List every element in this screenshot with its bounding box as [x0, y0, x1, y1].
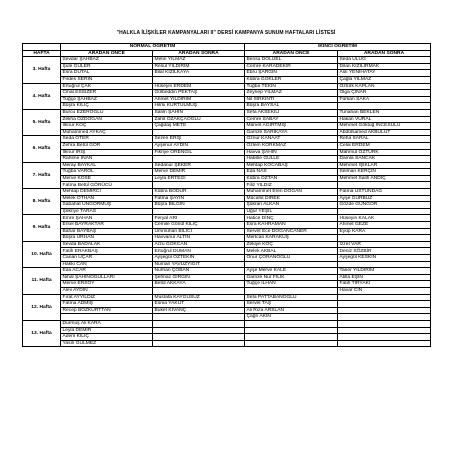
- student-name-cell: Tuğçe ŞAHBAZ: [61, 96, 153, 103]
- student-name-cell: Kübra GÖKLER: [245, 76, 338, 83]
- student-name-cell: [338, 208, 431, 215]
- student-name-cell: Fatih ERAKBAŞ: [61, 248, 153, 255]
- student-name-cell: Sevdar ŞAHBAZ: [61, 57, 153, 64]
- table-row: [23, 103, 431, 110]
- table-row: [23, 116, 431, 123]
- student-name-cell: Kübra ÖZTAN: [245, 175, 338, 182]
- student-name-cell: Zehra Betül GÖR: [61, 142, 153, 149]
- student-name-cell: Burcu EZEROĞLU: [61, 109, 153, 116]
- student-name-cell: Melek AKBAL: [245, 248, 338, 255]
- student-name-cell: Hakkı CAN: [61, 261, 153, 268]
- table-row: [23, 241, 431, 248]
- student-name-cell: Muhammed AYKAÇ: [61, 129, 153, 136]
- student-name-cell: Seda ÖTER: [61, 136, 153, 143]
- student-name-cell: [338, 235, 431, 242]
- week-label: 11. Hafta: [23, 268, 61, 294]
- normal-sonra-header: ARADAN SONRA: [153, 50, 245, 57]
- student-name-cell: Çağdaş METE: [153, 123, 245, 130]
- student-name-cell: Olga ÇINAR: [338, 90, 431, 97]
- student-name-cell: Habibe GÜLLE: [245, 156, 338, 163]
- student-name-cell: Firdes SERİN: [61, 76, 153, 83]
- student-name-cell: Büşra BAYSAL: [245, 103, 338, 110]
- table-row: [23, 320, 431, 327]
- table-row: [23, 287, 431, 294]
- student-name-cell: Dilan KIZILIRMAK: [338, 63, 431, 70]
- student-name-cell: Tuğçe İLHAN: [245, 281, 338, 288]
- student-name-cell: Reha SARAL: [338, 136, 431, 143]
- table-row: [23, 162, 431, 169]
- week-label: 4. Hafta: [23, 83, 61, 109]
- student-name-cell: Eda ACAR: [61, 268, 153, 275]
- student-name-cell: [153, 182, 245, 189]
- student-name-cell: [153, 340, 245, 347]
- table-row: [23, 76, 431, 83]
- student-name-cell: [153, 208, 245, 215]
- student-name-cell: Mahmut ÖZTÜRK: [338, 149, 431, 156]
- student-name-cell: Büşra BİLGİN: [153, 202, 245, 209]
- student-name-cell: İlknur KOÇ: [61, 123, 153, 130]
- student-name-cell: Eyüp KARA: [338, 228, 431, 235]
- student-name-cell: Sabahat ÜNGÖRMÜŞ: [61, 202, 153, 209]
- week-label: 6. Hafta: [23, 136, 61, 162]
- student-name-cell: [338, 327, 431, 334]
- table-row: [23, 57, 431, 64]
- student-name-cell: Ahmet YILDIRIM: [153, 96, 245, 103]
- student-name-cell: Havar CİN: [338, 287, 431, 294]
- student-name-cell: Ayşegül ÖZTEKİN: [153, 255, 245, 262]
- student-name-cell: Muhammet Eren DOĞAN: [245, 189, 338, 196]
- table-row: [23, 195, 431, 202]
- table-row: [23, 248, 431, 255]
- week-label: 3. Hafta: [23, 57, 61, 83]
- student-name-cell: [338, 320, 431, 327]
- student-name-cell: Numan YAVUZYİĞİT: [153, 261, 245, 268]
- student-name-cell: Buket KIVANÇ: [153, 307, 245, 314]
- table-row: [23, 307, 431, 314]
- week-label: 9. Hafta: [23, 215, 61, 241]
- student-name-cell: Metin YILMAZ: [153, 57, 245, 64]
- student-name-cell: [338, 301, 431, 308]
- student-name-cell: Hatice DİNÇ: [245, 215, 338, 222]
- student-name-cell: Fikriye ÖRENGİL: [153, 149, 245, 156]
- student-name-cell: Fatma ŞAYIN: [153, 195, 245, 202]
- student-name-cell: [245, 320, 338, 327]
- student-name-cell: [153, 320, 245, 327]
- student-name-cell: Hüseyin ERDEM: [153, 83, 245, 90]
- student-name-cell: [153, 327, 245, 334]
- student-name-cell: Hüseyin KALAK: [338, 215, 431, 222]
- student-name-cell: Hakan VURAL: [338, 116, 431, 123]
- student-name-cell: Bensu DÖLÜEL: [245, 57, 338, 64]
- student-name-cell: Recep BOZKURTTAN: [61, 307, 153, 314]
- student-name-cell: [338, 294, 431, 301]
- student-name-cell: Mustafa KAYGUSUZ: [153, 294, 245, 301]
- student-name-cell: Tuğba VAROL: [61, 169, 153, 176]
- student-name-cell: Gamze Nur FİLİK: [245, 274, 338, 281]
- student-name-cell: Fatih TİRYAKİ: [338, 281, 431, 288]
- student-name-cell: Canan UÇAR: [61, 255, 153, 262]
- student-name-cell: Emre ŞAHAN: [61, 215, 153, 222]
- table-row: [23, 136, 431, 143]
- week-label: 8. Hafta: [23, 189, 61, 215]
- student-name-cell: Leyla DEMİR: [61, 327, 153, 334]
- student-name-cell: Zahit ÖZAKÇAOĞLU: [153, 116, 245, 123]
- student-name-cell: Gülbeddin PEKTAŞ: [153, 90, 245, 97]
- table-row: [23, 90, 431, 97]
- student-name-cell: Ertuğrul ÇAK: [61, 83, 153, 90]
- table-row: [23, 189, 431, 196]
- student-name-cell: Nihal ŞAHİNOĞULLARI: [61, 274, 153, 281]
- student-name-cell: Öznur KANAAT: [245, 136, 338, 143]
- student-name-cell: Esra DUTAL: [61, 70, 153, 77]
- normal-ogretim-header: NORMAL ÖĞRETİM: [61, 44, 245, 51]
- student-name-cell: [153, 156, 245, 163]
- week-label: 12. Hafta: [23, 294, 61, 320]
- student-name-cell: [153, 314, 245, 321]
- student-name-cell: Zeliha ÖZDOĞAN: [61, 116, 153, 123]
- student-name-cell: Merve DEMİR: [153, 169, 245, 176]
- student-name-cell: Eda NAS: [245, 169, 338, 176]
- student-name-cell: Adem KILIÇ: [61, 334, 153, 341]
- student-name-cell: [338, 182, 431, 189]
- group-header-row: [23, 44, 431, 51]
- student-name-cell: Damla SANCAK: [338, 156, 431, 163]
- table-row: [23, 63, 431, 70]
- student-name-cell: [245, 261, 338, 268]
- table-row: [23, 314, 431, 321]
- student-name-cell: Aslı YENİHATAY: [338, 70, 431, 77]
- table-row: [23, 142, 431, 149]
- ikinci-once-header: ARADAN ÖNCE: [245, 50, 338, 57]
- student-name-cell: Mehmet Salih ANDIÇ: [338, 175, 431, 182]
- student-name-cell: Servet TAŞ: [245, 301, 338, 308]
- student-name-cell: Abdülsamed AKBULUT: [338, 129, 431, 136]
- student-name-cell: Öztürk KAPLAN: [338, 83, 431, 90]
- student-name-cell: [245, 334, 338, 341]
- table-row: [23, 109, 431, 116]
- student-name-cell: Melek OTHAN: [61, 195, 153, 202]
- student-name-cell: Atilla EŞİN: [338, 274, 431, 281]
- student-name-cell: Sevda BADALAK: [61, 241, 153, 248]
- student-name-cell: Alev AYDIN: [61, 287, 153, 294]
- student-name-cell: [338, 334, 431, 341]
- student-name-cell: Meray BAYKAL: [61, 162, 153, 169]
- table-row: [23, 175, 431, 182]
- student-name-cell: Mehtap DEMİRCİ: [61, 189, 153, 196]
- student-name-cell: Tunahan BEKLEN: [338, 109, 431, 116]
- student-name-cell: [338, 340, 431, 347]
- student-name-cell: Onur ÇORANOĞLU: [245, 255, 338, 262]
- student-name-cell: Fatma Betül GÖRÜCÜ: [61, 182, 153, 189]
- schedule-table: [22, 43, 431, 347]
- student-name-cell: [338, 307, 431, 314]
- student-name-cell: Merve ERSOY: [61, 281, 153, 288]
- table-row: [23, 149, 431, 156]
- student-name-cell: Celal ERDEM: [338, 142, 431, 149]
- student-name-cell: Hilmi KURTULMUŞ: [153, 103, 245, 110]
- student-name-cell: Mehmet IŞIKLAR: [338, 162, 431, 169]
- student-name-cell: Çağla YILMAZ: [338, 76, 431, 83]
- table-row: [23, 83, 431, 90]
- student-name-cell: Gözde GÜNGÖR: [338, 202, 431, 209]
- student-name-cell: Ayşe GÜRBÜZ: [338, 195, 431, 202]
- student-name-cell: İlknur IRIŞ: [61, 149, 153, 156]
- table-row: [23, 202, 431, 209]
- table-row: [23, 268, 431, 275]
- student-name-cell: Bahar BAYBAŞ: [61, 228, 153, 235]
- table-row: [23, 294, 431, 301]
- table-row: [23, 228, 431, 235]
- student-name-cell: Taner YILDIRIM: [338, 268, 431, 275]
- week-label: 7. Hafta: [23, 162, 61, 188]
- table-row: [23, 215, 431, 222]
- schedule-body: [23, 57, 431, 347]
- student-name-cell: [153, 129, 245, 136]
- student-name-cell: Havva ŞAHİN: [245, 149, 338, 156]
- column-header-row: [23, 50, 431, 57]
- table-row: [23, 169, 431, 176]
- table-row: [23, 208, 431, 215]
- student-name-cell: Feryal ARI: [153, 215, 245, 222]
- table-row: [23, 235, 431, 242]
- student-name-cell: Yasin GÜLMEZ: [61, 340, 153, 347]
- table-row: [23, 340, 431, 347]
- week-label: 13. Hafta: [23, 320, 61, 346]
- student-name-cell: Büşra KILIÇ: [61, 103, 153, 110]
- table-row: [23, 281, 431, 288]
- student-name-cell: Durmuş Ali KARA: [61, 320, 153, 327]
- student-name-cell: [61, 314, 153, 321]
- ikinci-ogretim-header: İKİNCİ ÖĞRETİM: [245, 44, 431, 51]
- student-name-cell: Ayşegül KESKİN: [338, 255, 431, 262]
- table-row: [23, 274, 431, 281]
- normal-once-header: ARADAN ÖNCE: [61, 50, 153, 57]
- table-row: [23, 70, 431, 77]
- week-label: 5. Hafta: [23, 109, 61, 135]
- student-name-cell: Şehnaz GİRGİN: [153, 274, 245, 281]
- student-name-cell: Büşra URHAN: [61, 235, 153, 242]
- student-name-cell: Filiz YILDIZ: [245, 182, 338, 189]
- ikinci-sonra-header: ARADAN SONRA: [338, 50, 431, 57]
- student-name-cell: Mücahit DİREK: [245, 195, 338, 202]
- table-row: [23, 261, 431, 268]
- student-name-cell: Kübra BODUR: [153, 189, 245, 196]
- student-name-cell: Ebru ŞARGIN: [245, 70, 338, 77]
- student-name-cell: Havvanur ALTIN: [153, 235, 245, 242]
- student-name-cell: Şükriye TARAS: [61, 208, 153, 215]
- student-name-cell: Resul YILDIRIM: [153, 63, 245, 70]
- student-name-cell: Servet Ece DOĞANCANER: [245, 228, 338, 235]
- student-name-cell: Bilal KIZILKAYA: [153, 70, 245, 77]
- student-name-cell: Cemile Gönül KILIÇ: [153, 222, 245, 229]
- table-row: [23, 123, 431, 130]
- student-name-cell: Rahime İNAN: [61, 156, 153, 163]
- student-name-cell: Selman KERÇİN: [338, 169, 431, 176]
- student-name-cell: Cihat ESSİZER: [61, 90, 153, 97]
- student-name-cell: Mehtap KOCABAŞ: [245, 162, 338, 169]
- empty-header-cell: [23, 44, 61, 51]
- student-name-cell: Fatma ADMIŞ: [61, 301, 153, 308]
- student-name-cell: Ali Rıza ARSLAN: [245, 307, 338, 314]
- student-name-cell: Ümmühan BİLİCİ: [153, 228, 245, 235]
- student-name-cell: Şükran ALKAN: [245, 202, 338, 209]
- student-name-cell: Sezen ERIŞ: [153, 136, 245, 143]
- student-name-cell: Cemre SABAY: [245, 116, 338, 123]
- student-name-cell: Fatma ÜSTÜNDAĞ: [338, 189, 431, 196]
- student-name-cell: [245, 287, 338, 294]
- student-name-cell: Ersel BAYRAKTAR: [61, 222, 153, 229]
- student-name-cell: Zeynep YILMAZ: [245, 90, 338, 97]
- student-name-cell: Fürkan SAKA: [338, 96, 431, 103]
- student-name-cell: [153, 76, 245, 83]
- student-name-cell: Sefa PATTABANOĞLU: [245, 294, 338, 301]
- student-name-cell: Fırat AYYILDIZ: [61, 294, 153, 301]
- table-row: [23, 96, 431, 103]
- student-name-cell: Tuğba TEKİN: [245, 83, 338, 90]
- student-name-cell: [153, 334, 245, 341]
- student-name-cell: Betül AKKAYA: [153, 281, 245, 288]
- student-name-cell: Mürvet AĞIRTMIŞ: [245, 123, 338, 130]
- student-name-cell: Seda ULUĞ: [338, 57, 431, 64]
- student-name-cell: Esma YAKUT: [153, 301, 245, 308]
- student-name-cell: Leyla ERTEĞİ: [153, 175, 245, 182]
- table-row: [23, 129, 431, 136]
- table-row: [23, 255, 431, 262]
- student-name-cell: [153, 287, 245, 294]
- student-name-cell: Esra KAHRAMAN: [245, 222, 338, 229]
- table-row: [23, 327, 431, 334]
- student-name-cell: Arzu GÖKCAN: [153, 241, 245, 248]
- student-name-cell: Zekiye KOÇ: [245, 241, 338, 248]
- table-row: [23, 301, 431, 308]
- student-name-cell: Deniz SÖZBİR: [338, 248, 431, 255]
- table-row: [23, 222, 431, 229]
- student-name-cell: Gamze SARIKAYA: [245, 129, 338, 136]
- student-name-cell: Ayşenur AYDIN: [153, 142, 245, 149]
- student-name-cell: Sefa AKSEKİLİ: [245, 109, 338, 116]
- student-name-cell: Salim ŞAHİN: [153, 109, 245, 116]
- student-name-cell: Özlem KORKMAZ: [245, 142, 338, 149]
- student-name-cell: Merve KÖSE: [61, 175, 153, 182]
- student-name-cell: Cemre KARADEKIR: [245, 63, 338, 70]
- week-label: 10. Hafta: [23, 241, 61, 267]
- student-name-cell: [338, 314, 431, 321]
- student-name-cell: Ahmet GEZE: [338, 222, 431, 229]
- student-name-cell: Nurhan ÇOBAN: [153, 268, 245, 275]
- student-name-cell: [245, 327, 338, 334]
- student-name-cell: Mehmet Göktuğ İNCESULU: [338, 123, 431, 130]
- student-name-cell: [338, 103, 431, 110]
- table-row: [23, 156, 431, 163]
- student-name-cell: [338, 261, 431, 268]
- student-name-cell: Uğur YEŞİL: [245, 208, 338, 215]
- student-name-cell: Sedanur ŞEKER: [153, 162, 245, 169]
- student-name-cell: Ayşe Merve KALE: [245, 268, 338, 275]
- student-name-cell: Nil SIRKİNTİ: [245, 96, 338, 103]
- document-title: "HALKLA İLİŞKİLER KAMPANYALARI II" DERSİ KAMPANYA SUNUM HAFTALARI LİSTESİ: [116, 30, 336, 36]
- student-name-cell: Çağrı AKIN: [245, 314, 338, 321]
- student-name-cell: Ertuğrul DUMAN: [153, 248, 245, 255]
- hafta-header: HAFTA: [23, 50, 61, 57]
- student-name-cell: İzzet VAR: [338, 241, 431, 248]
- student-name-cell: [245, 340, 338, 347]
- student-name-cell: Mertcan KARAKUŞ: [245, 235, 338, 242]
- student-name-cell: Şule GÜLER: [61, 63, 153, 70]
- table-row: [23, 334, 431, 341]
- table-row: [23, 182, 431, 189]
